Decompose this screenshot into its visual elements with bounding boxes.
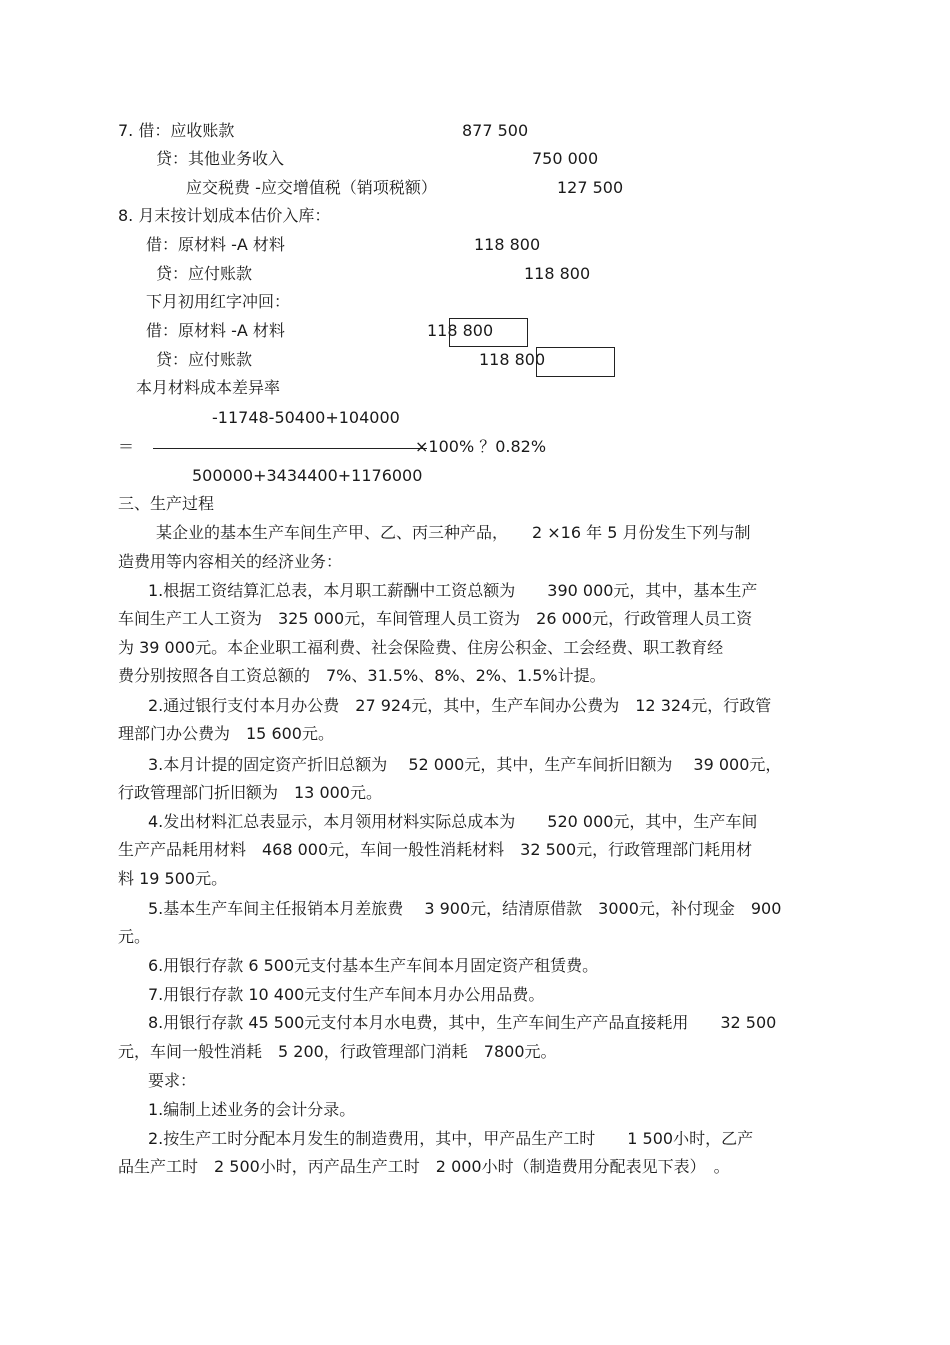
red-ink-box <box>536 347 615 377</box>
item6-line: 6.用银行存款 6 500元支付基本生产车间本月固定资产租赁费。 <box>148 956 599 975</box>
entry7-credit-amount: 750 000 <box>532 149 599 168</box>
item4-line-3: 料 19 500元。 <box>118 869 228 888</box>
entry8-reverse-title: 下月初用红字冲回： <box>146 292 291 311</box>
entry7-credit2-amount: 127 500 <box>557 178 624 197</box>
item2-line-1: 2.通过银行支付本月办公费 27 924元，其中，生产车间办公费为 12 324元，行政管 <box>148 696 772 715</box>
formula-numerator: -11748-50400+104000 <box>212 408 400 427</box>
entry8-reverse-debit-label: 借：原材料 -A 材料 <box>146 321 285 340</box>
item3-line-2: 行政管理部门折旧额为 13 000元。 <box>118 783 382 802</box>
formula-denominator: 500000+3434400+1176000 <box>192 466 423 485</box>
item4-line-2: 生产产品耗用材料 468 000元，车间一般性消耗材料 32 500元，行政管理部门耗用材 <box>118 840 753 859</box>
item1-line-2: 车间生产工人工资为 325 000元，车间管理人员工资为 26 000元，行政管理人员工资 <box>118 609 753 628</box>
entry8-credit-amount: 118 800 <box>524 264 591 283</box>
fraction-bar <box>153 448 427 449</box>
item7-line: 7.用银行存款 10 400元支付生产车间本月办公用品费。 <box>148 985 545 1004</box>
item8-line-2: 元，车间一般性消耗 5 200，行政管理部门消耗 7800元。 <box>118 1042 557 1061</box>
requirements-title: 要求： <box>148 1071 197 1090</box>
item8-line-1: 8.用银行存款 45 500元支付本月水电费，其中，生产车间生产产品直接耗用 32 500 <box>148 1013 777 1032</box>
variance-rate-title: 本月材料成本差异率 <box>136 378 281 397</box>
entry7-debit-amount: 877 500 <box>462 121 529 140</box>
entry8-reverse-credit-label: 贷：应付账款 <box>156 350 253 369</box>
intro-line-1: 某企业的基本生产车间生产甲、乙、丙三种产品， 2 ×16 年 5 月份发生下列与制 <box>156 523 751 542</box>
entry8-debit-label: 借：原材料 -A 材料 <box>146 235 285 254</box>
entry7-debit-label: 7. 借：应收账款 <box>118 121 235 140</box>
requirement-1: 1.编制上述业务的会计分录。 <box>148 1100 356 1119</box>
item4-line-1: 4.发出材料汇总表显示，本月领用材料实际总成本为 520 000元，其中，生产车间 <box>148 812 758 831</box>
formula-result: ×100% ？0.82% <box>415 437 547 456</box>
entry7-credit-label: 贷：其他业务收入 <box>156 149 285 168</box>
red-ink-box <box>449 318 528 347</box>
item1-line-1: 1.根据工资结算汇总表，本月职工薪酬中工资总额为 390 000元，其中，基本生产 <box>148 581 758 600</box>
item2-line-2: 理部门办公费为 15 600元。 <box>118 724 334 743</box>
entry8-reverse-credit-amount: 118 800 <box>479 350 546 369</box>
requirement-2-line-2: 品生产工时 2 500小时，丙产品生产工时 2 000小时（制造费用分配表见下表） 。 <box>118 1157 730 1176</box>
requirement-2-line-1: 2.按生产工时分配本月发生的制造费用，其中，甲产品生产工时 1 500小时，乙产 <box>148 1129 754 1148</box>
entry8-title: 8. 月末按计划成本估价入库： <box>118 206 331 225</box>
entry8-debit-amount: 118 800 <box>474 235 541 254</box>
entry8-reverse-debit-amount: 118 800 <box>427 321 494 340</box>
item1-line-4: 费分别按照各自工资总额的 7%、31.5%、8%、2%、1.5%计提。 <box>118 666 606 685</box>
item3-line-1: 3.本月计提的固定资产折旧总额为 52 000元，其中，生产车间折旧额为 39 000元， <box>148 755 782 774</box>
entry7-credit2-label: 应交税费 -应交增值税（销项税额） <box>186 178 437 197</box>
item5-line-2: 元。 <box>118 927 151 946</box>
section-heading: 三、生产过程 <box>118 494 215 513</box>
formula-equals: ＝ <box>118 437 135 456</box>
item5-line-1: 5.基本生产车间主任报销本月差旅费 3 900元，结清原借款 3000元，补付现金 900 <box>148 899 782 918</box>
entry8-credit-label: 贷：应付账款 <box>156 264 253 283</box>
item1-line-3: 为 39 000元。本企业职工福利费、社会保险费、住房公积金、工会经费、职工教育经 <box>118 638 724 657</box>
intro-line-2: 造费用等内容相关的经济业务： <box>118 552 343 571</box>
